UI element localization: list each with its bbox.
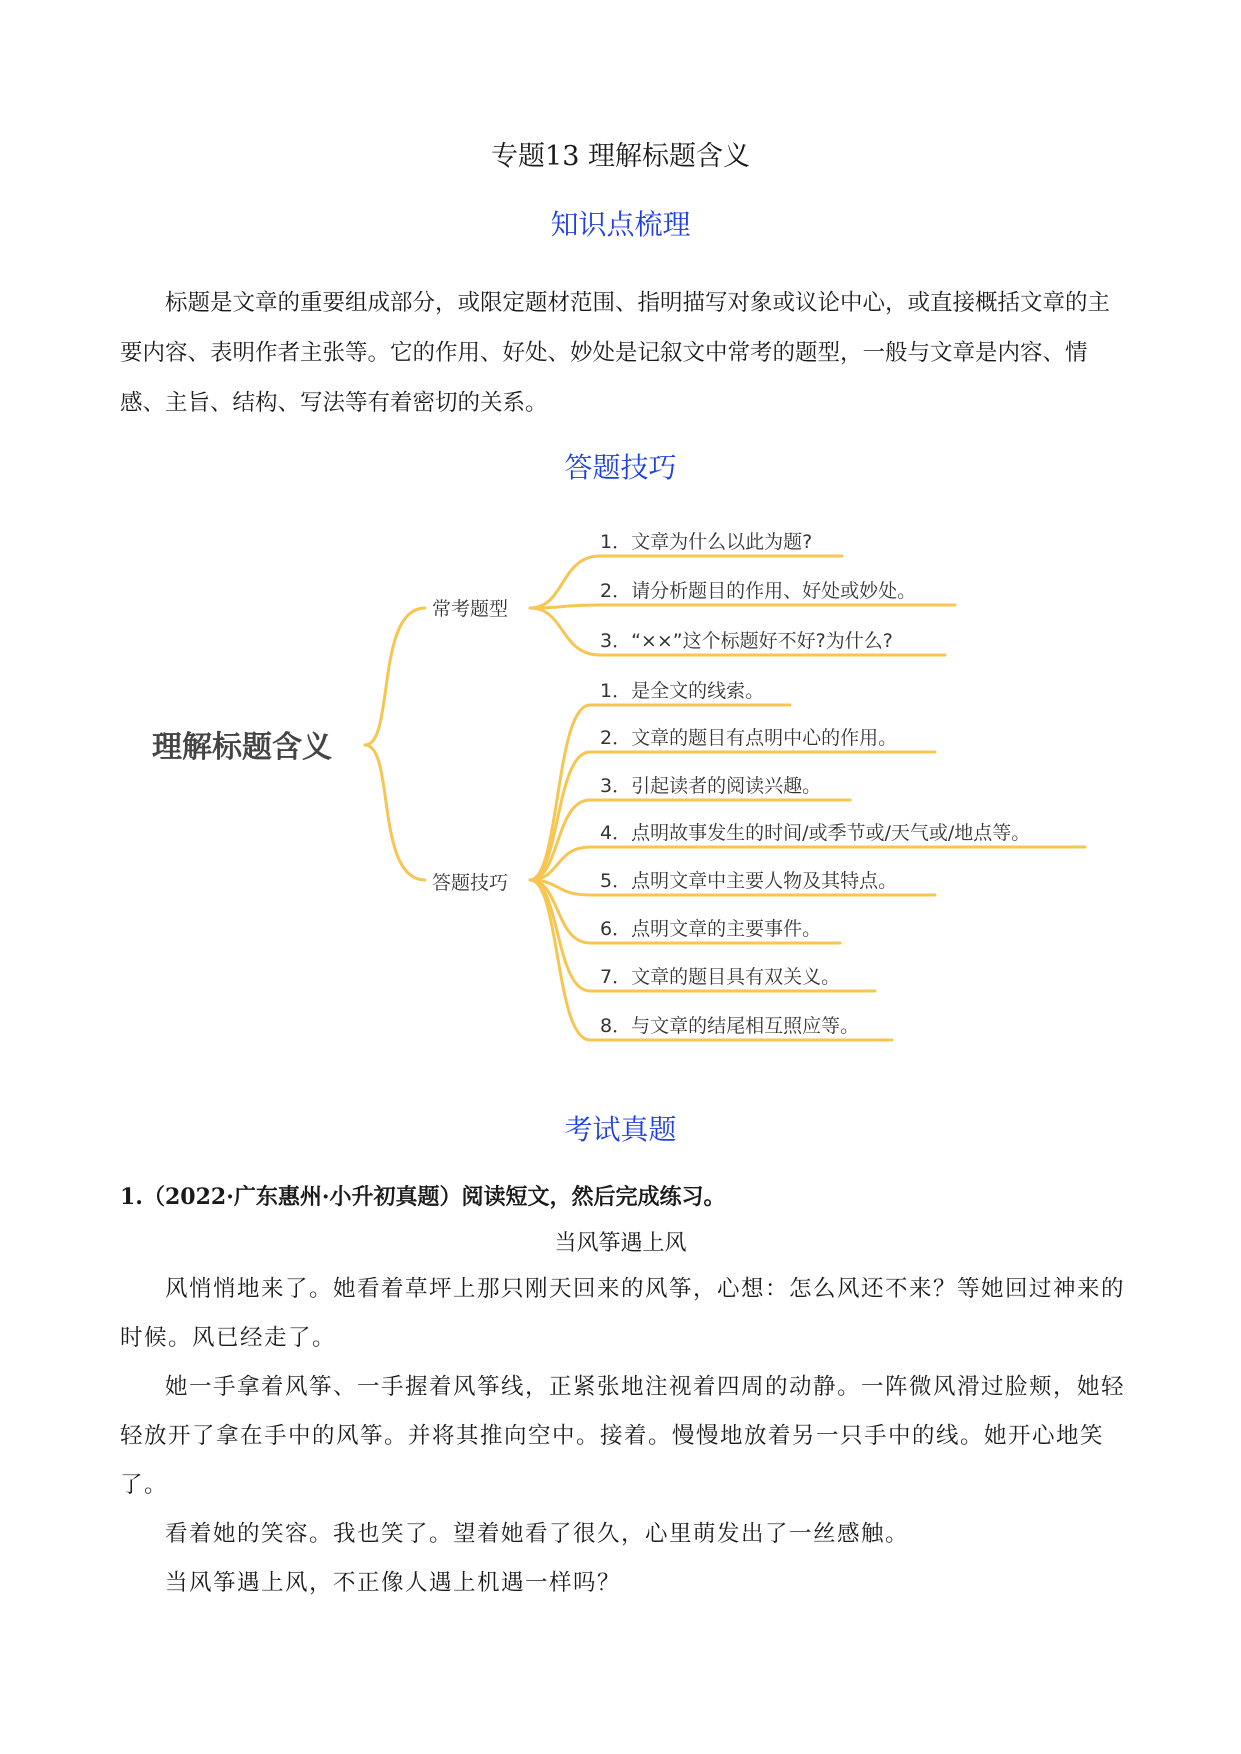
exam-heading: 考试真题 <box>564 1113 677 1146</box>
mindmap-branch2-item: 7．文章的题目具有双关义。 <box>600 966 841 988</box>
mindmap-branch1-item: 2．请分析题目的作用、好处或妙处。 <box>600 580 917 602</box>
mindmap <box>0 500 1241 1060</box>
story-title: 当风筝遇上风 <box>554 1231 687 1256</box>
mindmap-connector-branch1 <box>365 608 425 745</box>
question-heading: 1.（2022·广东惠州·小升初真题）阅读短文，然后完成练习。 <box>120 1184 726 1210</box>
mindmap-branch2-item: 6．点明文章的主要事件。 <box>600 918 822 940</box>
mindmap-center-label: 理解标题含义 <box>152 730 332 765</box>
mindmap-connector-branch2 <box>365 745 425 880</box>
mindmap-branch2-item: 8．与文章的结尾相互照应等。 <box>600 1015 860 1037</box>
mindmap-branch2-item: 1．是全文的线索。 <box>600 680 765 702</box>
mindmap-branch1-item: 3．“××”这个标题好不好?为什么? <box>600 630 893 652</box>
mindmap-branch2-item: 5．点明文章中主要人物及其特点。 <box>600 870 898 892</box>
intro-paragraph: 标题是文章的重要组成部分，或限定题材范围、指明描写对象或议论中心，或直接概括文章的主要内容、表明作者主张等。它的作用、好处、妙处是记叙文中常考的题型，一般与文章是内容、情感、主旨、结构、写法等有着密切的关系。 <box>120 290 1111 416</box>
mindmap-branch2-item: 4．点明故事发生的时间/或季节或/天气或/地点等。 <box>600 822 1031 844</box>
story-paragraph: 她一手拿着风筝、一手握着风筝线，正紧张地注视着四周的动静。一阵微风滑过脸颊，她轻轻放开了拿在手中的风筝。并将其推向空中。接着。慢慢地放着另一只手中的线。她开心地笑了。 <box>120 1374 1126 1498</box>
mindmap-branch2-item: 2．文章的题目有点明中心的作用。 <box>600 727 898 749</box>
story-paragraph: 看着她的笑容。我也笑了。望着她看了很久，心里萌发出了一丝感触。 <box>165 1521 910 1547</box>
mindmap-branch1-item: 1．文章为什么以此为题? <box>600 531 813 553</box>
mindmap-branch1-label: 常考题型 <box>432 598 509 620</box>
story-paragraph: 当风筝遇上风，不正像人遇上机遇一样吗？ <box>165 1570 622 1596</box>
page-title: 专题13 理解标题含义 <box>491 141 750 172</box>
mindmap-branch2-item: 3．引起读者的阅读兴趣。 <box>600 775 822 797</box>
story-paragraph: 风悄悄地来了。她看着草坪上那只刚天回来的风筝，心想：怎么风还不来？等她回过神来的时候。风已经走了。 <box>120 1276 1126 1351</box>
knowledge-heading: 知识点梳理 <box>550 208 691 241</box>
technique-heading: 答题技巧 <box>564 451 677 484</box>
mindmap-branch2-label: 答题技巧 <box>432 872 509 894</box>
